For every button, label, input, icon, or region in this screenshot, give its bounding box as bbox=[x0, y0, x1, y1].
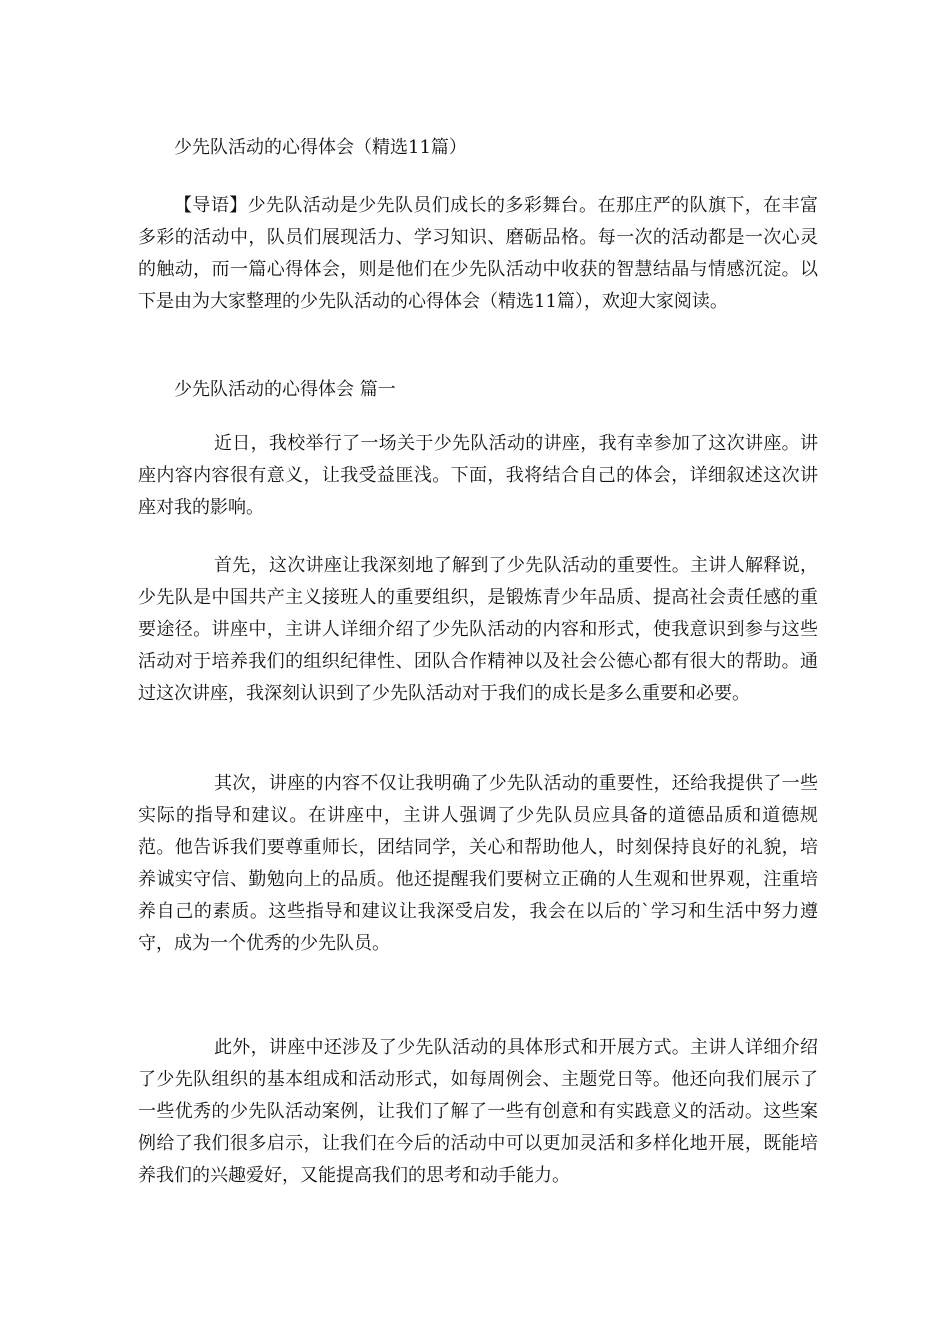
intro-paragraph: 【导语】少先队活动是少先队员们成长的多彩舞台。在那庄严的队旗下，在丰富多彩的活动中，队员们展现活力、学习知识、磨砺品格。每一次的活动都是一次心灵的触动，而一篇心得体会，则是他们在少先队活动中收获的智慧结晶与情感沉淀。以下是由为大家整理的少先队活动的心得体会（精选11篇），欢迎大家阅读。 bbox=[138, 195, 818, 312]
body-paragraph: 首先，这次讲座让我深刻地了解到了少先队活动的重要性。主讲人解释说，少先队是中国共产主义接班人的重要组织，是锻炼青少年品质、提高社会责任感的重要途径。讲座中，主讲人详细介绍了少先队活动的内容和形式，使我意识到参与这些活动对于培养我们的组织纪律性、团队合作精神以及社会公德心都有很大的帮助。通过这次讲座，我深刻认识到了少先队活动对于我们的成长是多么重要和必要。 bbox=[138, 555, 818, 704]
body-paragraph: 此外，讲座中还涉及了少先队活动的具体形式和开展方式。主讲人详细介绍了少先队组织的基本组成和活动形式，如每周例会、主题党日等。他还向我们展示了一些优秀的少先队活动案例，让我们了解了一些有创意和有实践意义的活动。这些案例给了我们很多启示，让我们在今后的活动中可以更加灵活和多样化地开展，既能培养我们的兴趣爱好，又能提高我们的思考和动手能力。 bbox=[138, 1037, 818, 1186]
body-paragraph: 其次，讲座的内容不仅让我明确了少先队活动的重要性，还给我提供了一些实际的指导和建议。在讲座中，主讲人强调了少先队员应具备的道德品质和道德规范。他告诉我们要尊重师长，团结同学，关心和帮助他人，时刻保持良好的礼貌，培养诚实守信、勤勉向上的品质。他还提醒我们要树立正确的人生观和世界观，注重培养自己的素质。这些指导和建议让我深受启发，我会在以后的`学习和生活中努力遵守，成为一个优秀的少先队员。 bbox=[138, 773, 818, 954]
document-title: 少先队活动的心得体会（精选11篇） bbox=[174, 137, 467, 158]
body-paragraph: 近日，我校举行了一场关于少先队活动的讲座，我有幸参加了这次讲座。讲座内容内容很有意义，让我受益匪浅。下面，我将结合自己的体会，详细叙述这次讲座对我的影响。 bbox=[138, 433, 818, 518]
section-heading: 少先队活动的心得体会 篇一 bbox=[174, 379, 396, 400]
